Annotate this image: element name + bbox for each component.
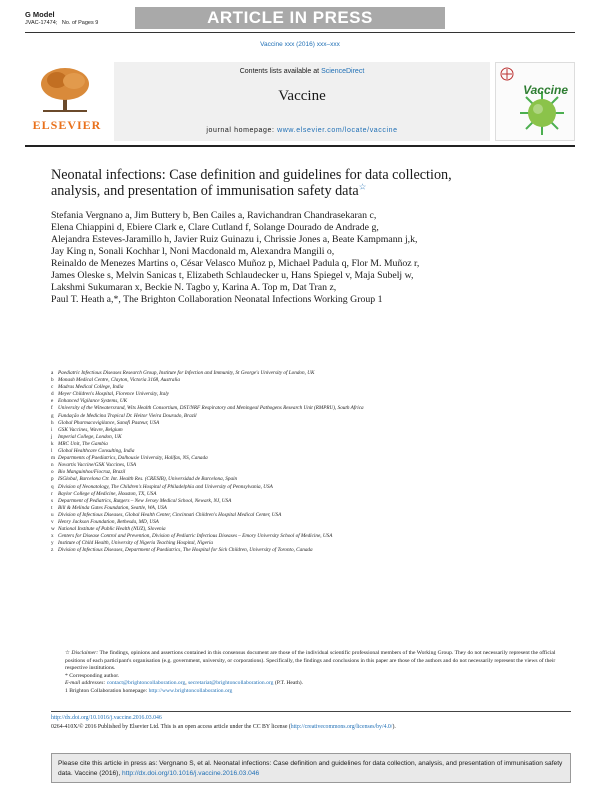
title-line-2 [51,183,571,199]
email-link-secretariat[interactable]: secretariat@brightoncollaboration.org [188,680,274,686]
affiliation-text: Departments of Paediatrics, Dalhousie University, Halifax, NS, Canada [58,455,208,462]
affiliation-marker: t [51,504,53,511]
affiliation-marker: k [51,440,54,447]
affiliation-item [51,370,571,377]
affiliation-item [51,455,571,462]
affiliation-text: Baylor College of Medicine, Houston, TX, USA [58,490,157,497]
affiliation-item [51,462,571,469]
affiliation-marker: i [51,426,53,433]
author-line: Alejandra Esteves-Jaramillo h, Javier Ruiz Guinazu i, Chrissie Jones a, Beate Kampmann j,k, [51,234,418,245]
affiliation-item [51,484,571,491]
affiliation-item [51,427,571,434]
doi-rule [51,711,571,712]
elsevier-logo[interactable] [25,62,109,141]
license-line [51,723,571,732]
affiliation-item [51,384,571,391]
affiliation-marker: m [51,455,56,462]
affiliation-item [51,391,571,398]
cite-this-article-box [51,753,571,783]
affiliation-marker: x [51,533,54,540]
affiliation-text: Global Healthcare Consulting, India [58,448,135,455]
title-line-2-text: analysis, and presentation of immunisation safety data [51,183,359,200]
page-count: No. of Pages 9 [61,20,99,26]
affiliation-text: Institute of Child Health, University of Nigeria Teaching Hospital, Nigeria [58,540,213,547]
corresponding-mark: * [65,672,68,679]
affiliation-text: Fundação de Medicina Tropical Dr. Heitor Vieira Dourado, Brazil [58,412,197,419]
affiliation-text: National Institute of Public Health (NIJZ), Slovenia [58,526,166,533]
affiliation-text: Paediatric Infectious Diseases Research Group, Institute for Infection and Immunity, St George's University of London, UK [58,370,315,376]
affiliation-item [51,434,571,441]
ref-code [25,19,135,27]
brighton-footnote [51,688,571,696]
title-line-1: Neonatal infections: Case definition and guidelines for data collection, [51,167,452,183]
affiliation-list [51,370,571,554]
top-left-meta [25,10,135,27]
brighton-mark: 1 [65,687,68,694]
masthead [25,62,575,141]
email-label: E-mail addresses: [65,680,106,686]
affiliation-marker: h [51,419,54,426]
affiliation-marker: f [51,405,53,412]
author-line: Reinaldo de Menezes Martins o, César Velasco Muñoz p, Michael Padula q, Flor M. Muñoz r, [51,258,420,269]
author-line: Elena Chiappini d, Ebiere Clark e, Clare Cutland f, Solange Dourado de Andrade g, [51,222,379,233]
affiliation-text: GSK Vaccines, Wavre, Belgium [58,426,123,433]
masthead-rule [25,145,575,147]
affiliation-marker: u [51,511,54,518]
affiliation-marker: w [51,526,55,533]
affiliation-marker: g [51,412,54,419]
affiliation-text: Meyer Children's Hospital, Florence University, Italy [58,391,169,398]
footnotes [51,650,571,695]
affiliation-text: ISGlobal, Barcelona Ctr. Int. Health Res. (CRESIB), Universidad de Barcelona, Spain [58,476,238,483]
affiliation-marker: c [51,384,54,391]
article-title [51,167,571,200]
affiliation-item [51,476,571,483]
affiliation-item [51,512,571,519]
cite-doi-link[interactable]: http://dx.doi.org/10.1016/j.vaccine.2016.03.046 [122,770,260,777]
affiliation-item [51,413,571,420]
author-line: Lakshmi Sukumaran x, Beckie N. Tagbo y, Karina A. Top m, Dat Tran z, [51,282,337,293]
affiliation-item [51,505,571,512]
brighton-homepage-link[interactable]: http://www.brightoncollaboration.org [148,687,233,694]
license-close: ). [392,724,396,730]
sciencedirect-link[interactable]: ScienceDirect [321,68,365,75]
publisher-wordmark: ELSEVIER [32,118,102,132]
cover-emblem-icon [500,67,514,81]
author-line: James Oleske s, Melvin Sanicas t, Elizabeth Schlaudecker u, Hans Spiegel v, Maja Subelj w, [51,270,414,281]
journal-cover-thumbnail[interactable] [495,62,575,141]
affiliation-text: Department of Pediatrics, Rutgers – New Jersey Medical School, Newark, NJ, USA [58,497,232,504]
affiliation-text: Imperial College, London, UK [58,433,122,440]
affiliation-marker: j [51,433,53,440]
affiliation-marker: l [51,448,53,455]
ref-code-value: JVAC-17474; [25,20,58,26]
affiliation-marker: e [51,398,54,405]
affiliation-item [51,377,571,384]
license-link[interactable]: http://creativecommons.org/licenses/by/4.0/ [290,724,393,730]
journal-citation: Vaccine xxx (2016) xxx–xxx [260,41,340,48]
contents-line [114,68,490,75]
affiliation-marker: v [51,518,54,525]
affiliation-marker: p [51,476,54,483]
author-line: Stefania Vergnano a, Jim Buttery b, Ben Cailes a, Ravichandran Chandrasekaran c, [51,210,377,221]
doi-link[interactable]: http://dx.doi.org/10.1016/j.vaccine.2016.03.046 [51,715,162,721]
affiliation-text: Bio Manguinhos/Fiocruz, Brazil [58,469,126,476]
journal-homepage-link[interactable]: www.elsevier.com/locate/vaccine [277,127,398,134]
homepage-line [114,127,490,134]
affiliation-text: Monash Medical Centre, Clayton, Victoria 3168, Australia [58,377,180,384]
license-text: 0264-410X/© 2016 Published by Elsevier Ltd. This is an open access article under the CC BY license ( [51,724,291,730]
disclaimer-footnote [51,650,571,673]
author-line: Jay King n, Sonali Kochhar l, Noni Macdonald m, Alexandra Mangili o, [51,246,335,257]
affiliation-marker: r [51,490,53,497]
affiliation-text: Division of Infectious Diseases, Global Health Center, Cincinnati Children's Hospital Medical Center, USA [58,511,282,518]
affiliation-marker: y [51,540,54,547]
author-line: Paul T. Heath a,*, The Brighton Collaboration Neonatal Infections Working Group 1 [51,294,383,305]
affiliation-text: Centers for Disease Control and Prevention, Division of Pediatric Infectious Diseases – Emory University School of Medicine, USA [58,533,333,540]
homepage-prefix: journal homepage: [206,127,275,134]
disclaimer-label: Disclaimer: [71,650,99,656]
affiliation-text: Bill & Melinda Gates Foundation, Seattle, WA, USA [58,504,167,511]
model-label: G Model [25,10,55,19]
affiliation-marker: d [51,391,54,398]
affiliation-item [51,498,571,505]
email-footnote: E-mail addresses: contact@brightoncollaboration.org, secretariat@brightoncollaboration.org (P.T. Heath). [65,680,304,686]
affiliation-text: Madras Medical College, India [58,384,124,391]
affiliation-text: MRC Unit, The Gambia [58,440,108,447]
affiliation-text: Global Pharmacovigilance, Sanofi Pasteur, USA [58,419,160,426]
brighton-label: Brighton Collaboration homepage: [69,687,148,694]
affiliation-marker: o [51,469,54,476]
affiliation-item [51,405,571,412]
email-link-contact[interactable]: contact@brightoncollaboration.org [106,680,186,686]
disclaimer-text: The findings, opinions and assertions contained in this consensus document are those of the individual scientific professional members of the Working Group. They do not necessarily represent the official positions of each participant's organisation (e.g. government, university, or corporations). Specifically, the findings and conclusions in this paper are those of the authors and do not necessarily represent the views of their respective institutions. [65,650,556,671]
journal-name: Vaccine [278,88,326,104]
affiliation-text: Novartis Vaccine/GSK Vaccines, USA [58,462,137,469]
affiliation-marker: z [51,547,54,554]
cite-text: Please cite this article in press as: Vergnano S, et al. Neonatal infections: Case definition and guidelines for data collection, analysis, and presentation of immunisation safety data. Vaccine (2016), [58,760,563,777]
title-footnote-mark[interactable]: ☆ [358,181,367,192]
author-list [51,210,571,306]
cover-journal-word: Vaccine [523,83,568,97]
affiliation-marker: s [51,497,54,504]
affiliation-item [51,519,571,526]
article-in-press-banner: ARTICLE IN PRESS [135,7,445,29]
email-suffix: (P.T. Heath). [274,680,304,686]
affiliation-marker: n [51,462,54,469]
affiliation-marker: a [51,370,54,376]
corresponding-text: Corresponding author. [69,672,120,679]
affiliation-item [51,547,571,554]
affiliation-item [51,491,571,498]
affiliation-text: Enhanced Vigilance Systems, UK [58,398,128,405]
affiliation-marker: b [51,377,54,384]
top-rule [25,32,575,33]
affiliation-text: Henry Jackson Foundation, Bethesda, MD, USA [58,518,159,525]
affiliation-text: Division of Infectious Diseases, Department of Paediatrics, The Hospital for Sick Children, University of Toronto, Canada [58,547,313,554]
affiliation-text: Division of Neonatology, The Children's Hospital of Philadelphia and University of Pennsylvania, USA [58,483,273,490]
journal-banner [114,62,490,141]
affiliation-item [51,420,571,427]
doi-block [51,714,571,732]
elsevier-tree-icon [37,66,93,114]
affiliation-item [51,441,571,448]
affiliation-text: University of the Witwatersrand, Wits Health Consortium, DST/NRF Respiratory and Meningeal Pathogens Research Unit (RMPRU), South Africa [58,405,364,412]
affiliation-marker: q [51,483,54,490]
disclaimer-mark: ☆ [65,650,71,656]
contents-prefix: Contents lists available at [239,68,320,75]
corresponding-footnote [51,673,571,681]
